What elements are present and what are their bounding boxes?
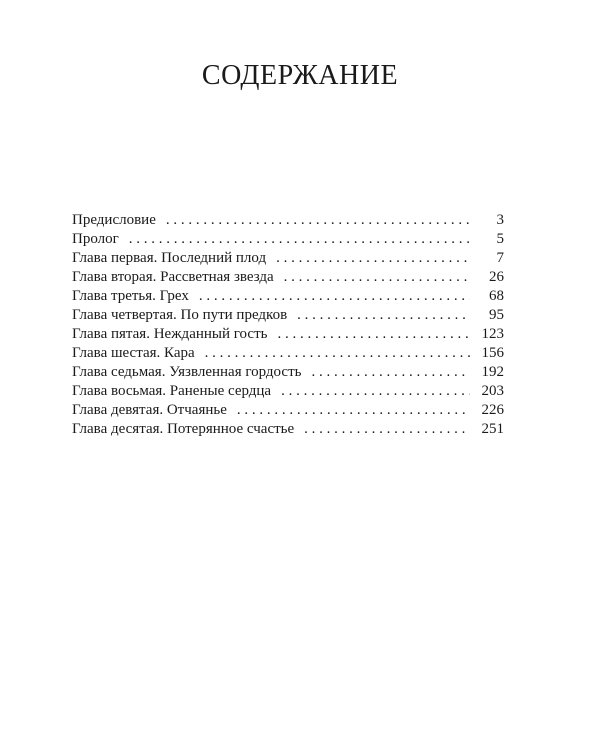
- dot-leader: [237, 401, 470, 420]
- toc-entry-title: Глава четвертая. По пути предков: [72, 307, 288, 323]
- toc-entry-chapter-6[interactable]: [72, 344, 504, 363]
- toc-entry-page: 95: [489, 307, 504, 323]
- toc-entry-chapter-3[interactable]: [72, 287, 504, 306]
- toc-entry-title: Глава пятая. Нежданный гость: [72, 326, 268, 342]
- toc-entry-title: Глава третья. Грех: [72, 288, 189, 304]
- toc-entry-prologue[interactable]: [72, 230, 504, 249]
- toc-entry-chapter-8[interactable]: [72, 382, 504, 401]
- dot-leader: [276, 249, 470, 268]
- dot-leader: [284, 268, 470, 287]
- dot-leader: [166, 211, 470, 230]
- toc-entry-page: 7: [496, 250, 504, 266]
- dot-leader: [129, 230, 470, 249]
- dot-leader: [277, 325, 470, 344]
- toc-entry-page: 3: [496, 212, 504, 228]
- toc-entry-page: 123: [481, 326, 504, 342]
- dot-leader: [281, 382, 470, 401]
- toc-entry-page: 26: [489, 269, 504, 285]
- toc-entry-title: Пролог: [72, 231, 119, 247]
- toc-entry-chapter-7[interactable]: [72, 363, 504, 382]
- toc-entry-title: Глава девятая. Отчаянье: [72, 402, 227, 418]
- toc-entry-chapter-4[interactable]: [72, 306, 504, 325]
- toc-entry-title: Глава восьмая. Раненые сердца: [72, 383, 272, 399]
- toc-entry-chapter-1[interactable]: [72, 249, 504, 268]
- table-of-contents: [72, 211, 504, 439]
- dot-leader: [311, 363, 470, 382]
- toc-entry-page: 251: [481, 421, 504, 437]
- toc-entry-page: 156: [481, 345, 504, 361]
- toc-entry-preface[interactable]: [72, 211, 504, 230]
- toc-entry-title: Глава седьмая. Уязвленная гордость: [72, 364, 302, 380]
- toc-entry-title: Глава первая. Последний плод: [72, 250, 267, 266]
- toc-entry-page: 192: [481, 364, 504, 380]
- toc-entry-page: 203: [481, 383, 504, 399]
- dot-leader: [205, 344, 470, 363]
- dot-leader: [199, 287, 470, 306]
- toc-entry-chapter-10[interactable]: [72, 420, 504, 439]
- toc-entry-title: Глава шестая. Кара: [72, 345, 195, 361]
- toc-entry-page: 68: [489, 288, 504, 304]
- dot-leader: [297, 306, 470, 325]
- toc-entry-title: Глава десятая. Потерянное счастье: [72, 421, 295, 437]
- toc-entry-title: Предисловие: [72, 212, 156, 228]
- dot-leader: [304, 420, 470, 439]
- toc-entry-chapter-9[interactable]: [72, 401, 504, 420]
- toc-entry-chapter-2[interactable]: [72, 268, 504, 287]
- toc-entry-title: Глава вторая. Рассветная звезда: [72, 269, 274, 285]
- toc-entry-page: 226: [481, 402, 504, 418]
- page-title: СОДЕРЖАНИЕ: [201, 60, 399, 91]
- toc-entry-page: 5: [496, 231, 504, 247]
- toc-entry-chapter-5[interactable]: [72, 325, 504, 344]
